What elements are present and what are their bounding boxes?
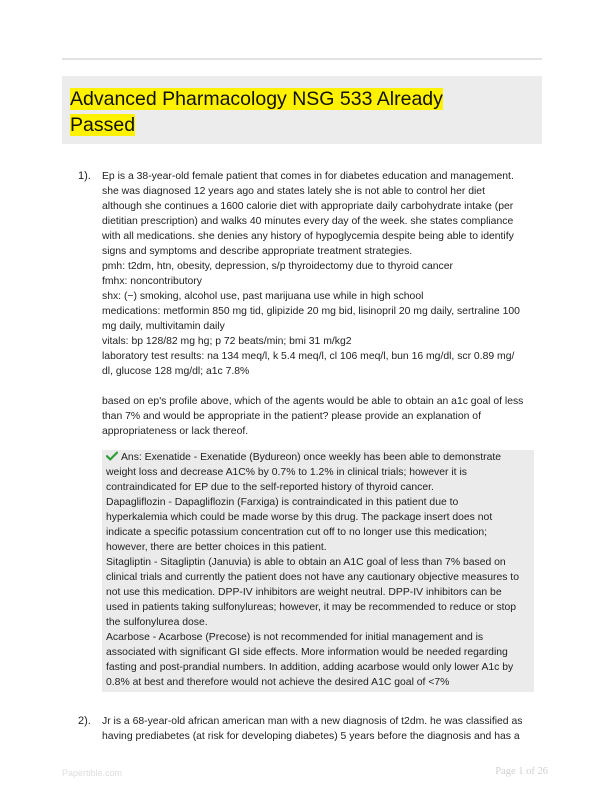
footer-watermark: Papertible.com — [62, 768, 123, 778]
question-2-number: 2). — [78, 715, 91, 727]
answer-line: clinical trials and currently the patient does not have any cautionary objective measures to — [106, 572, 519, 583]
answer-line: not use this medication. DPP-IV inhibitors are weight neutral. DPP-IV inhibitors can be — [106, 587, 502, 598]
question-line: having prediabetes (at risk for developing diabetes) 5 years before the diagnosis and has a — [102, 731, 520, 742]
question-1-number: 1). — [78, 170, 91, 182]
answer-line: Sitagliptin - Sitagliptin (Januvia) is able to obtain an A1C goal of less than 7% based on — [106, 557, 506, 568]
answer-line: weight loss and decrease A1C% by 0.7% to 1.2% in clinical trials; however it is — [106, 467, 467, 478]
question-line: medications: metformin 850 mg tid, glipizide 20 mg bid, lisinopril 20 mg daily, sertraline 100 — [102, 306, 520, 317]
check-icon — [106, 451, 118, 461]
answer-line: the sulfonylurea dose. — [106, 617, 208, 628]
answer-line: fasting and post-prandial numbers. In addition, adding acarbose would only lower A1c by — [106, 662, 514, 673]
question-line: fmhx: noncontributory — [102, 276, 202, 287]
question-line: signs and symptoms and describe appropriate treatment strategies. — [102, 246, 413, 257]
answer-box — [102, 450, 534, 692]
answer-line: indicate a specific potassium concentration cut off to no longer use this medication; — [106, 527, 488, 538]
question-line: she was diagnosed 12 years ago and states lately she is not able to control her diet — [102, 186, 485, 197]
page-number: Page 1 of 26 — [495, 766, 548, 777]
question-line: pmh: t2dm, htn, obesity, depression, s/p thyroidectomy due to thyroid cancer — [102, 261, 453, 272]
prompt-line: appropriateness or lack thereof. — [102, 426, 249, 437]
question-line: Ep is a 38-year-old female patient that comes in for diabetes education and management. — [102, 171, 514, 182]
top-divider — [62, 58, 542, 60]
page-title-highlight: Advanced Pharmacology NSG 533 Already Passed — [70, 88, 443, 136]
question-line: vitals: bp 128/82 mg hg; p 72 beats/min; bmi 31 m/kg2 — [102, 336, 352, 347]
answer-line: used in patients taking sulfonylureas; however, it may be recommended to reduce or stop — [106, 602, 517, 613]
question-line: shx: (−) smoking, alcohol use, past marijuana use while in high school — [102, 291, 424, 302]
page-title — [70, 86, 490, 138]
answer-line: contraindicated for EP due to the self-reported history of thyroid cancer. — [106, 482, 434, 493]
prompt-line: than 7% and would be appropriate in the patient? please provide an explanation of — [102, 411, 481, 422]
answer-line: however, there are better choices in this patient. — [106, 542, 327, 553]
question-line: Jr is a 68-year-old african american man with a new diagnosis of t2dm. he was classified as — [102, 716, 523, 727]
question-line: dl, glucose 128 mg/dl; a1c 7.8% — [102, 366, 250, 377]
answer-line: Dapagliflozin - Dapagliflozin (Farxiga) is contraindicated in this patient due to — [106, 497, 459, 508]
question-line: laboratory test results: na 134 meq/l, k 5.4 meq/l, cl 106 meq/l, bun 16 mg/dl, scr 0.89 mg/ — [102, 351, 515, 362]
answer-line: Acarbose - Acarbose (Precose) is not recommended for initial management and is — [106, 632, 484, 643]
answer-line: hyperkalemia which could be made worse by this drug. The package insert does not — [106, 512, 493, 523]
answer-line: 0.8% at best and therefore would not achieve the desired A1C goal of <7% — [106, 677, 450, 688]
question-line: mg daily, multivitamin daily — [102, 321, 225, 332]
question-1-body — [102, 169, 542, 439]
title-banner — [62, 76, 542, 144]
answer-line: associated with significant GI side effects. More information would be needed regarding — [106, 647, 508, 658]
question-2-body — [102, 714, 542, 744]
question-line: dietitian prescription) and walks 40 minutes every day of the week. she states compliance — [102, 216, 514, 227]
prompt-line: based on ep's profile above, which of the agents would be able to obtain an a1c goal of less — [102, 396, 524, 407]
answer-line: Ans: Exenatide - Exenatide (Bydureon) once weekly has been able to demonstrate — [106, 450, 530, 465]
question-line: although she continues a 1600 calorie diet with appropriate daily carbohydrate intake (per — [102, 201, 514, 212]
question-line: with all medications. she denies any history of hypoglycemia despite being able to identify — [102, 231, 514, 242]
